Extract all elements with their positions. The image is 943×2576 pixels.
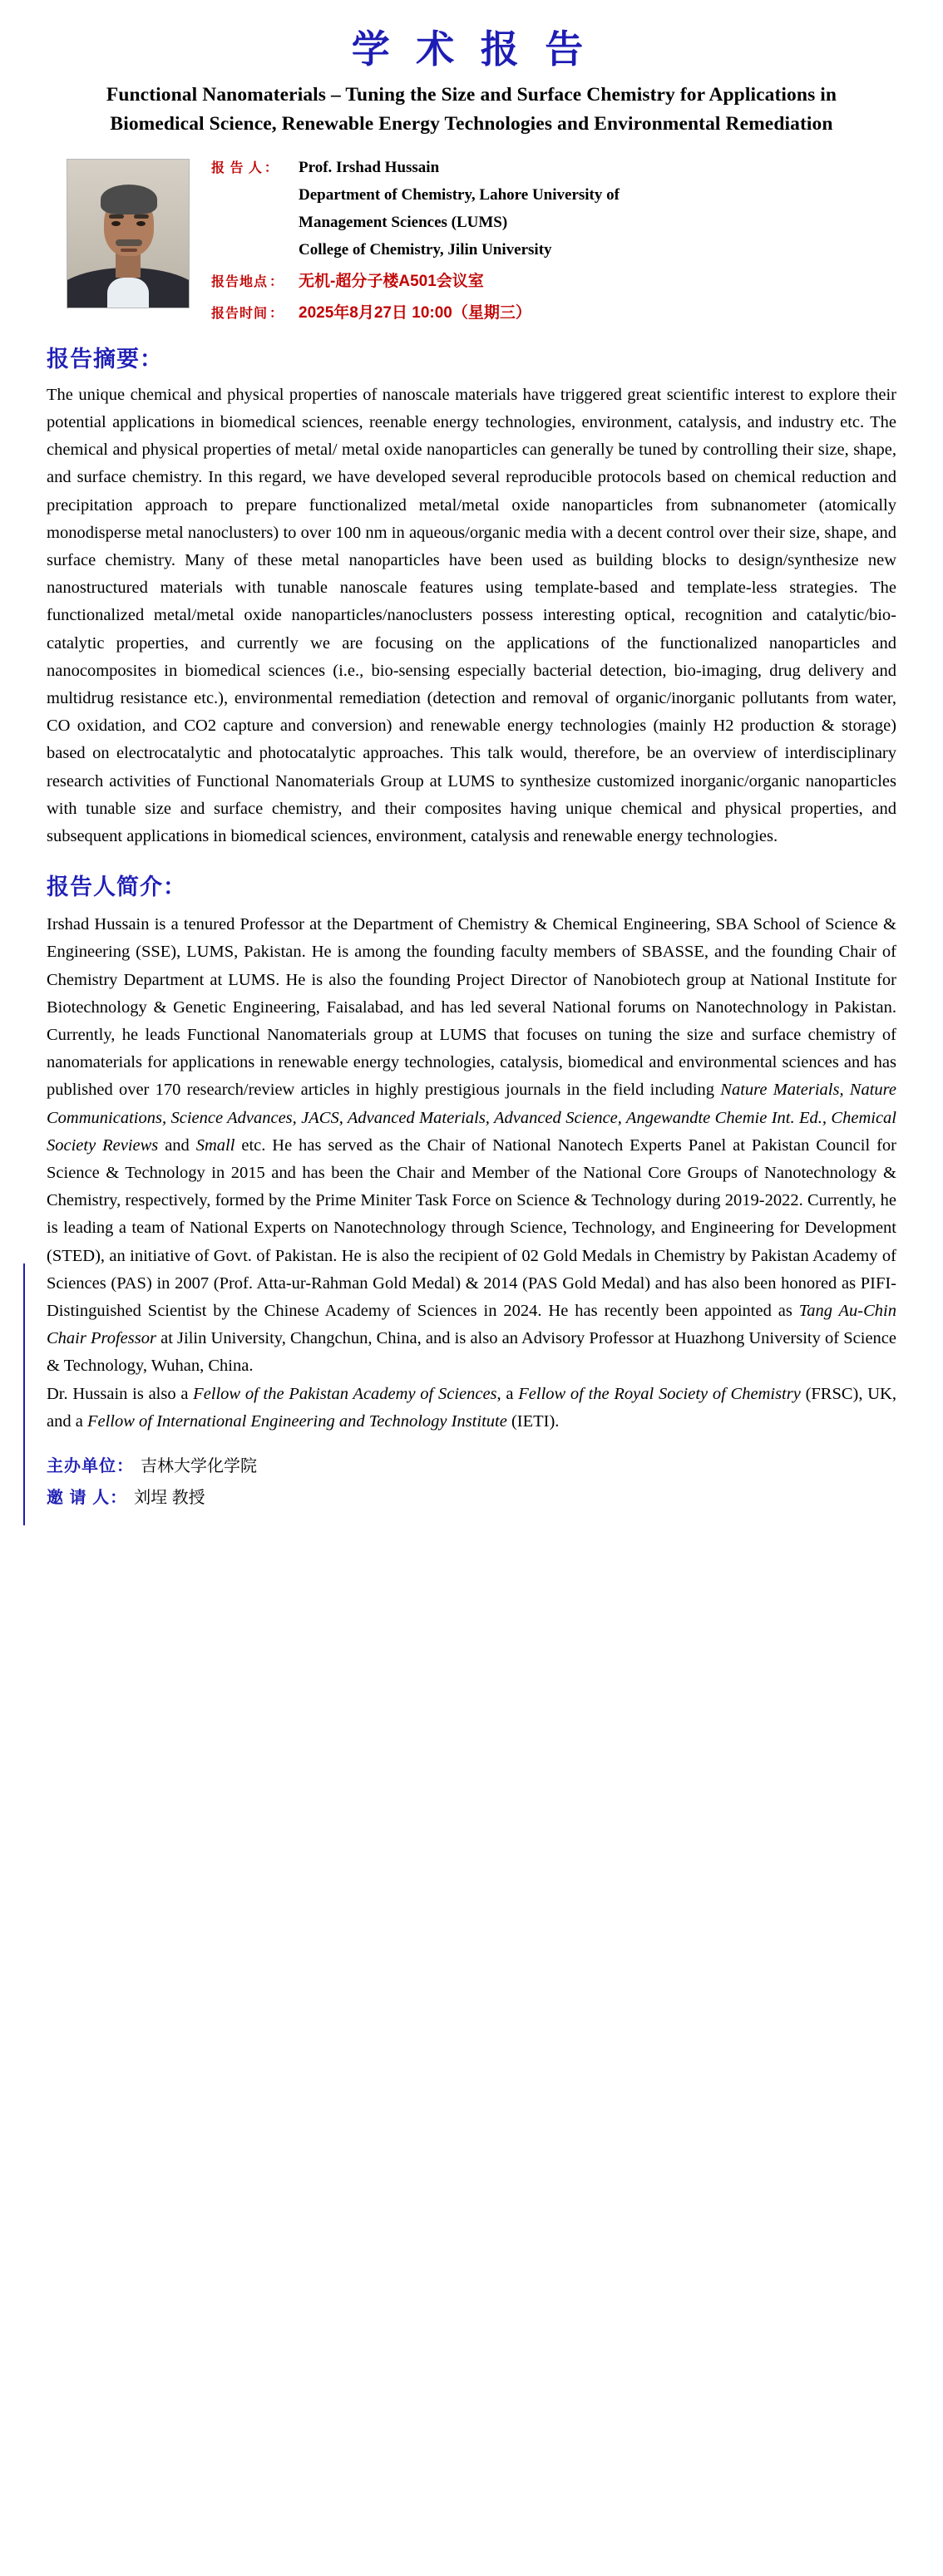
abstract-text: The unique chemical and physical properties of nanoscale materials have triggered great scientific interest to explore their potential applications in biomedical sciences, reenable energy technologies, environment, catalysis, and industry etc. The chemical and physical properties of metal/ metal oxide nanoparticles can generally be tuned by controlling their size, shape, and surface chemistry. In this regard, we have developed several reproducible protocols based on chemical reduction and precipitation approach to prepare functionalized metal/metal oxide nanoparticles from subnanometer (atomically monodisperse metal nanoclusters) to over 100 nm in aqueous/organic media with a decent control over their size, shape, and surface chemistry. Many of these metal nanoparticles have been used as building blocks to design/synthesize new nanostructured materials with tunable nanoscale features using template-based and template-less strategies. The functionalized metal/metal oxide nanoparticles/nanoclusters possess interesting optical, recognition and catalytic/bio-catalytic properties, and currently we are focusing on the applications of the functionalized nanoparticles and nanocomposites in biomedical sciences (i.e., bio-sensing especially bacterial detection, bio-imaging, drug delivery and multidrug resistance etc.), environmental remediation (detection and removal of organic/inorganic pollutants from water, CO oxidation, and CO2 capture and conversion) and renewable energy technologies (mainly H2 production & storage) based on electrocatalytic and photocatalytic approaches. This talk would, therefore, be an overview of interdisciplinary research activities of Functional Nanomaterials Group at LUMS to synthesize customized inorganic/organic nanoparticles with tunable size and surface chemistry, and their composites having unique chemical and physical properties, and subsequent applications in biomedical sciences, environment, catalysis and renewable energy technologies. [47,385,896,845]
bio-p1-part4: at Jilin University, Changchun, China, and is also an Advisory Professor at Huazhong University of Science & Technology, Wuhan, China. [47,1329,896,1376]
speaker-affiliation-3: College of Chemistry, Jilin University [299,240,552,259]
host-value: 吉林大学化学院 [141,1457,257,1476]
speaker-affiliation-2: Management Sciences (LUMS) [299,213,508,231]
speaker-name: Prof. Irshad Hussain [299,158,440,176]
bio-p1-part2: and [158,1135,196,1155]
host-label: 主办单位： [47,1457,134,1476]
footer [47,1452,896,1508]
bio-journals: Nature Materials, Nature Communications, Science Advances, JACS, Advanced Materials, Advanced Science, Angewandte Chemie Int. Ed., Chemical Society Reviews [47,1081,896,1155]
bio-chair-title: Tang Au-Chin Chair Professor [47,1302,896,1348]
host-row [47,1452,896,1476]
venue-value: 无机-超分子楼A501会议室 [299,272,484,290]
bio-fellow-1: Fellow of the Pakistan Academy of Sciences [193,1384,497,1403]
venue-label: 报告地点 ： [211,274,284,289]
page-title-cn: 学 术 报 告 [351,28,592,71]
invite-value: 刘埕 教授 [134,1489,205,1508]
bio-p1-part3: etc. He has served as the Chair of National Nanotech Experts Panel at Pakistan Council for Science & Technology in 2015 and has been the Chair and Member of the National Core Groups of Nanotechnology & Chemistry, respectively, formed by the Prime Miniter Task Force on Science & Technology during 2019-2022. Currently, he is leading a team of National Experts on Nanotechnology through Science, Technology, and Engineering for Development (STED), an initiative of Govt. of Pakistan. He is also the recipient of 02 Gold Medals in Chemistry by Pakistan Academy of Sciences (PAS) in 2007 (Prof. Atta-ur-Rahman Gold Medal) & 2014 (PAS Gold Medal) and has also been honored as PIFI-Distinguished Scientist by the Chinese Academy of Sciences in 2024. He has recently been appointed as [47,1135,896,1321]
speaker-portrait [67,159,190,308]
page-title-en: Functional Nanomaterials – Tuning the Size and Surface Chemistry for Applications in Biomedical Science, Renewable Energy Technologies and Environmental Remediation [106,84,837,135]
bio-p2-part2: , a [496,1384,519,1403]
abstract-heading: 报告摘要： [47,346,163,372]
speaker-affiliation-1: Department of Chemistry, Lahore University of [299,185,620,204]
bio-heading: 报告人简介： [47,874,186,900]
bio-small-journal: Small [195,1135,235,1155]
invite-label: 邀 请 人： [47,1489,128,1508]
bio-paragraph-1 [47,911,896,1380]
speaker-block [47,154,896,323]
bio-fellow-3: Fellow of International Engineering and Technology Institute [86,1411,507,1431]
bio-p2-part4: (IETI). [506,1411,560,1431]
bio-paragraph-2 [47,1381,896,1436]
bio-fellow-2: Fellow of the Royal Society of Chemistry [518,1384,801,1403]
bio-p2-part1: Dr. Hussain is also a [47,1384,194,1403]
speaker-info [211,154,896,323]
invite-row [47,1484,896,1508]
bio-p2-part3: (FRSC), UK, and a [47,1384,896,1431]
left-blue-rule [23,1263,25,1525]
speaker-label: 报 告 人 ： [211,160,279,175]
time-value: 2025年8月27日 10:00（星期三） [299,303,531,322]
time-label: 报告时间 ： [211,306,284,321]
bio-p1-part1: Irshad Hussain is a tenured Professor at the Department of Chemistry & Chemical Engineering, SBA School of Science & Engineering (SSE), LUMS, Pakistan. He is among the founding faculty members of SBASSE, and the founding Chair of Chemistry Department at LUMS. He is also the founding Project Director of Nanobiotech group at National Institute for Biotechnology & Genetic Engineering, Faisalabad, and has led several National forums on Nanotechnology in Pakistan. Currently, he leads Functional Nanomaterials group at LUMS that focuses on tuning the size and surface chemistry of nanomaterials for applications in renewable energy technologies, catalysis, biomedical and environmental sciences and has published over 170 research/review articles in highly prestigious journals in the field including [47,915,896,1100]
